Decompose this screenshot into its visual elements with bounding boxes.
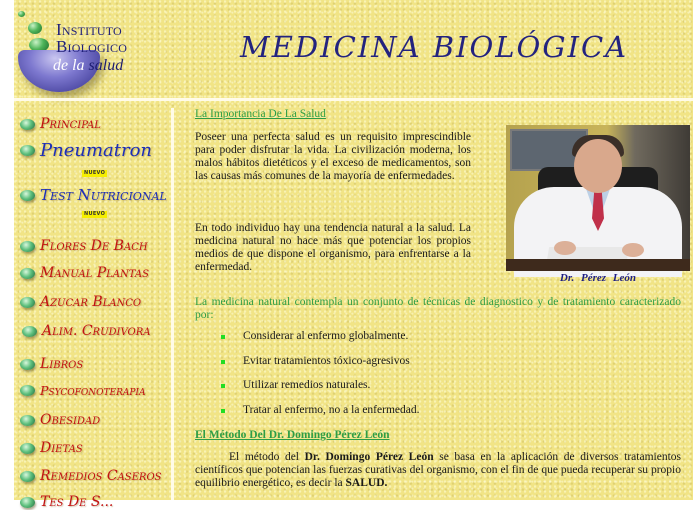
list-item-text: Tratar al enfermo, no a la enfermedad. [243,403,420,416]
nav-label: Psycofonoterapia [40,383,146,398]
text: se basa en la aplicación de diversos tratamientos científicos que potencian las fuerzas curativas del organismo, con el fin de que pueda recuperar su propio equilibrio energético, es decir la [195,451,681,489]
photo-hand [622,243,644,257]
bullet-square-icon [221,384,225,388]
bullet-orb-icon [20,415,35,426]
nav-item-libros[interactable] [20,356,83,372]
nav-item-manual-plantas[interactable] [20,265,149,281]
page [14,0,693,510]
bullet-square-icon [221,409,225,413]
nav-item-flores-de-bach[interactable] [20,238,148,254]
bullet-square-icon [221,335,225,339]
paragraph-medicina-natural: La medicina natural contempla un conjunto de técnicas de diagnostico y de tratamiento caracterizado por: [195,296,681,321]
bullet-orb-icon [20,471,35,482]
nav-label: Principal [40,116,101,132]
main-content [194,105,692,500]
photo-caption: Dr. Pérez León [559,272,637,284]
logo-bubble-icon [28,22,42,34]
new-badge: NUEVO [84,211,106,217]
nav-item-obesidad[interactable] [20,412,100,428]
bullet-orb-icon [20,297,35,308]
header [14,0,693,98]
list-item-text: Utilizar remedios naturales. [243,379,371,391]
nav-label: Test Nutricional [40,186,167,204]
nav-item-psycofonoterapia[interactable] [20,383,145,398]
nav-item-principal[interactable] [20,116,101,132]
bullet-orb-icon [20,241,35,252]
bullet-orb-icon [20,497,35,508]
nav-label: Libros [40,356,84,372]
nav-label: Alim. Crudivora [42,323,151,339]
list-item-text: Considerar al enfermo globalmente. [243,330,409,342]
bullet-orb-icon [20,145,35,156]
paragraph-metodo [195,451,681,490]
nav-label: Obesidad [40,412,101,428]
site-title: MEDICINA BIOLÓGICA [240,30,629,64]
nav-label: Remedios Caseros [40,468,162,484]
paragraph-tendencia: En todo individuo hay una tendencia natural a la salud. La medicina natural no hace más que potenciar los propios medios de que dispone el organismo, para enfrentarse a la enfermedad. [195,222,471,273]
logo-text-de-la: de la [53,57,89,74]
nav-label: Pneumatron [40,140,153,161]
nav-item-azucar-blanco[interactable] [20,294,141,310]
list-item [218,330,419,355]
nav-label: Manual Plantas [40,265,149,281]
list-item [218,379,419,404]
nav-label: Dietas [40,440,83,456]
header-divider [14,98,693,101]
photo-hand [554,241,576,255]
bullet-orb-icon [20,359,35,370]
text: El método del [229,451,305,463]
sidebar-divider [171,108,174,500]
characteristics-list [218,330,419,428]
nav-item-alim-crudivora[interactable] [22,323,150,339]
nav-label: Tes De S... [40,494,114,510]
section-link-metodo[interactable]: El Método Del Dr. Domingo Pérez León [195,429,390,441]
nav-item-test-nutricional[interactable] [20,186,167,204]
salud-emphasis: SALUD. [345,477,388,489]
bullet-orb-icon [20,268,35,279]
new-badge: NUEVO [84,170,106,176]
photo-head [574,139,622,193]
list-item [218,404,419,429]
logo-text-instituto: Instituto [56,20,122,39]
bullet-orb-icon [20,119,35,130]
sidebar-nav [14,108,171,510]
photo-desk [506,259,690,271]
list-item-text: Evitar tratamientos tóxico-agresivos [243,354,410,367]
logo[interactable] [14,8,164,93]
nav-item-remedios-caseros[interactable] [20,468,162,484]
paragraph-intro: Poseer una perfecta salud es un requisito imprescindible para poder disfrutar la vida. La civilización moderna, los malos hábitos dietéticos y el exceso de medicamentos, son las causas más comunes de la mayoría de enfermedades. [195,131,471,182]
doctor-name: Dr. Domingo Pérez León [304,451,434,463]
bullet-square-icon [221,360,225,364]
logo-text-biologico: Biologico [56,37,128,56]
bullet-orb-icon [20,385,35,396]
nav-item-dietas[interactable] [20,440,83,456]
nav-label: Flores De Bach [40,238,148,254]
nav-item-tes[interactable] [20,494,113,510]
section-link-importancia-salud[interactable]: La Importancia De La Salud [195,108,326,120]
logo-bubble-icon [18,11,25,17]
bullet-orb-icon [20,443,35,454]
doctor-photo [506,125,690,271]
bullet-orb-icon [22,326,37,337]
logo-text-de-la-salud [53,57,123,75]
bullet-orb-icon [20,190,35,201]
logo-text-salud: salud [88,57,124,74]
nav-item-pneumatron[interactable] [20,140,152,161]
nav-label: Azucar Blanco [40,294,142,310]
list-item [218,355,419,380]
